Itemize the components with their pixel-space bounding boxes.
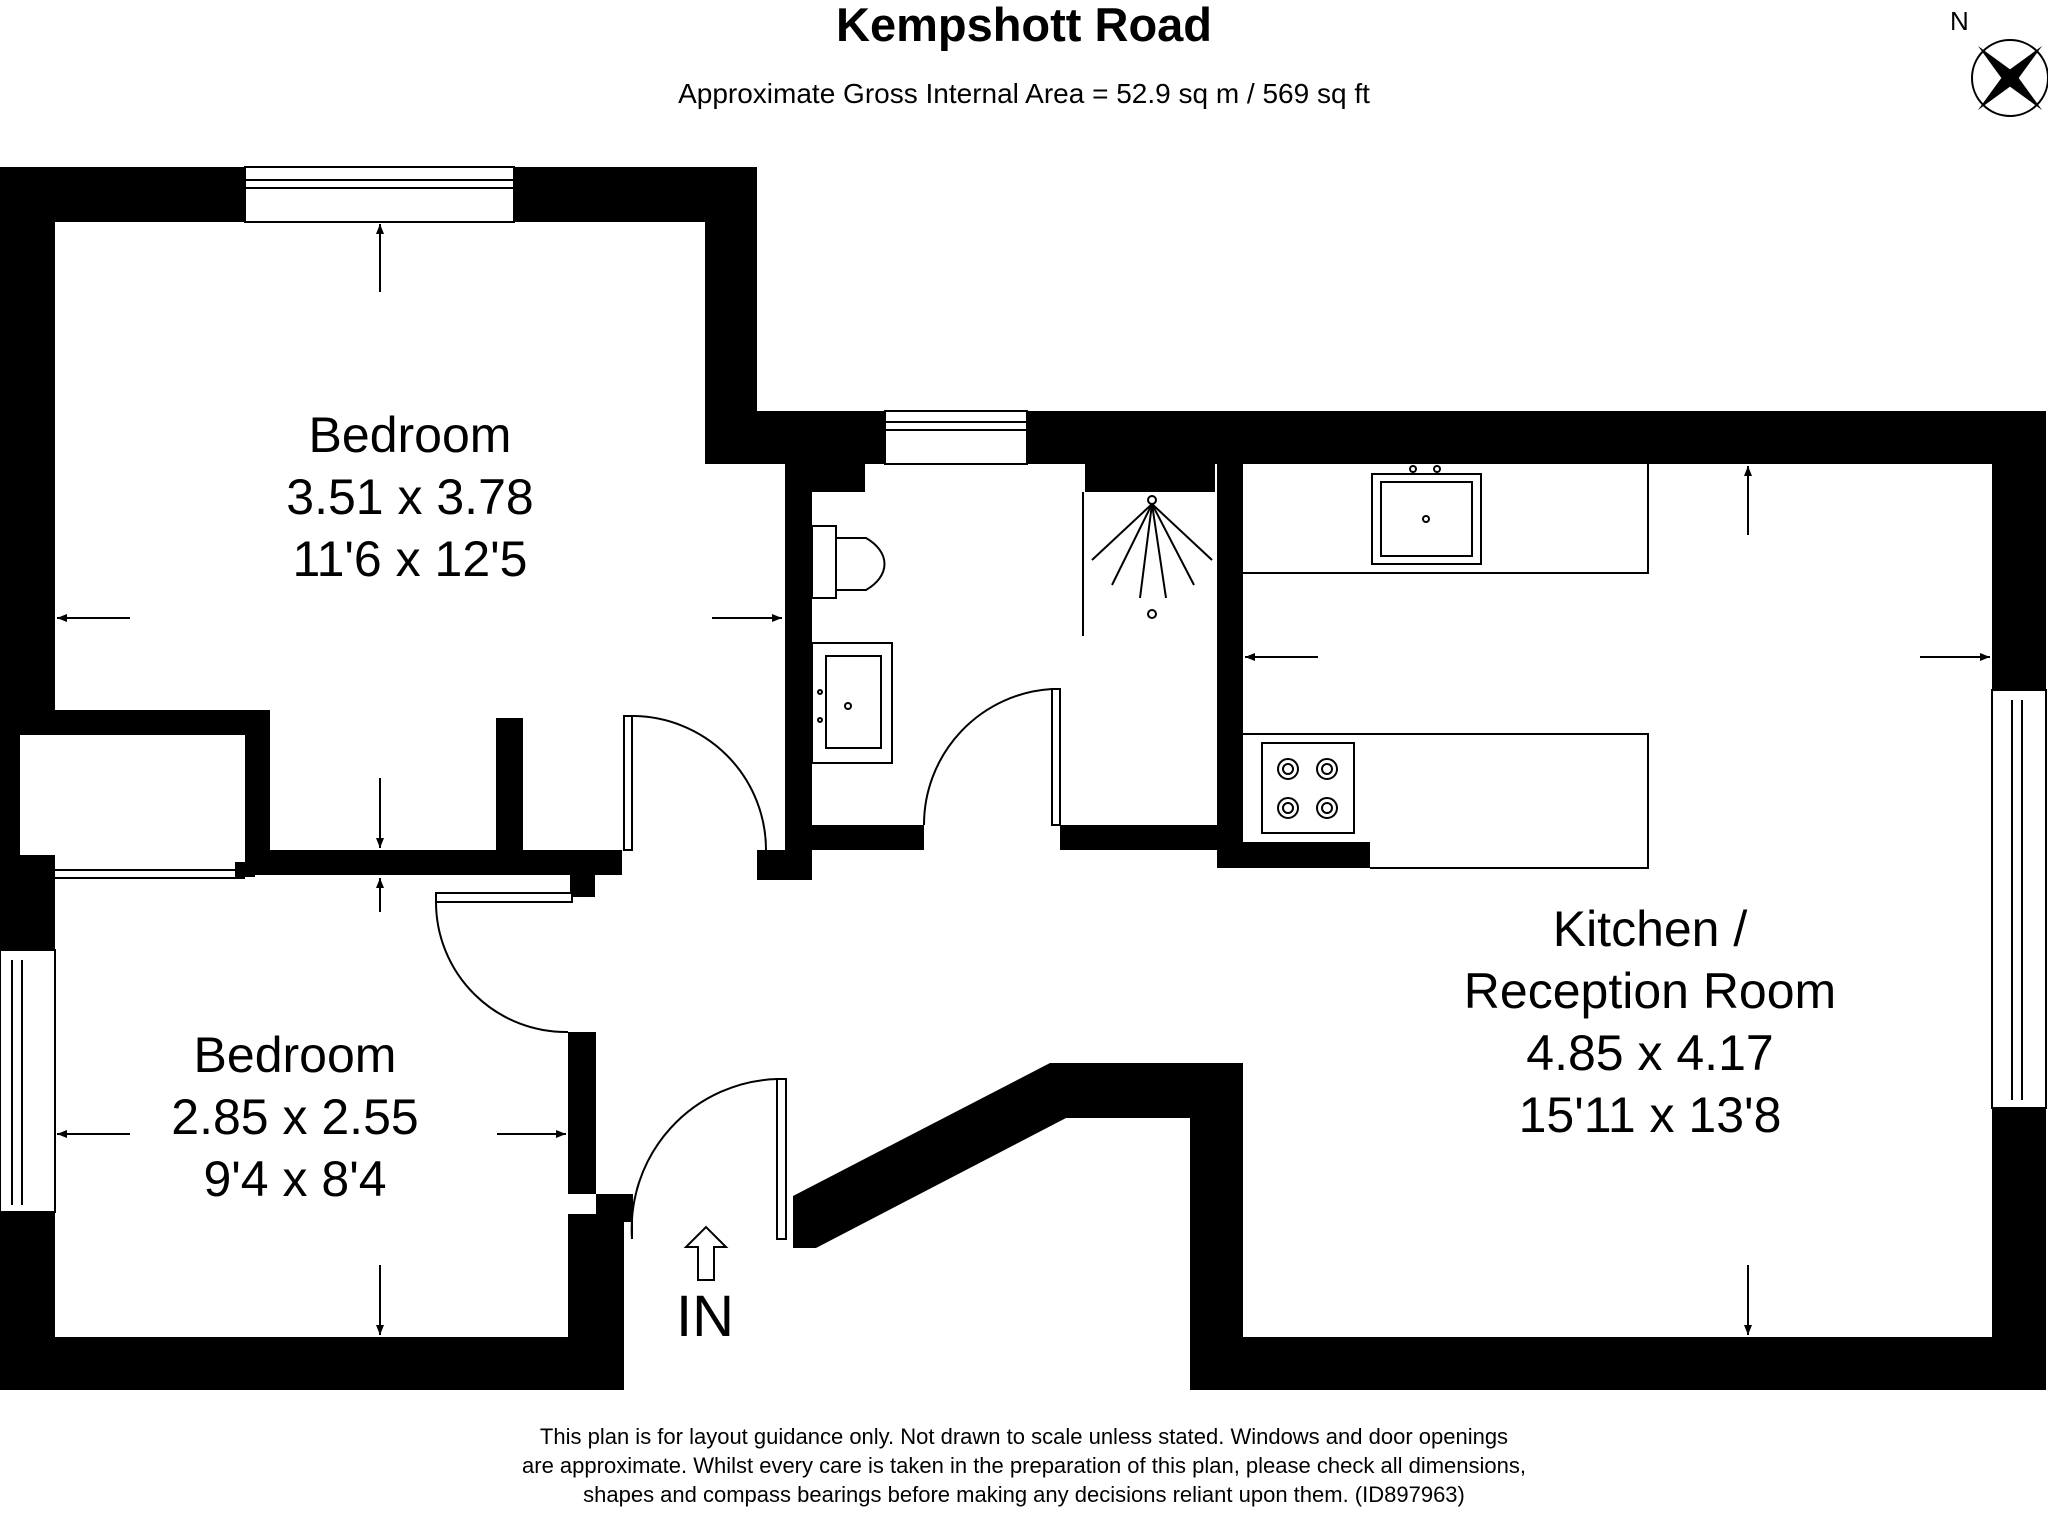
wall-bath-left-top	[785, 464, 865, 492]
kitchen-counter-top	[1243, 464, 1648, 573]
window-bathroom	[885, 411, 1027, 464]
wall-left-mid	[0, 710, 20, 855]
compass-north-label: N	[1950, 6, 1969, 36]
wall-bottom-left	[0, 1337, 624, 1390]
disclaimer-line-1: This plan is for layout guidance only. Not drawn to scale unless stated. Windows and door openings	[539, 1424, 1509, 1449]
room-name: Bedroom	[308, 407, 512, 463]
room-label-bedroom-2	[95, 1024, 495, 1210]
wall-bottom-right	[1190, 1337, 2046, 1390]
wall-wardrobe-top	[20, 710, 270, 735]
room-name-line-1: Kitchen /	[1552, 901, 1748, 957]
disclaimer-line-2: are approximate. Whilst every care is taken in the preparation of this plan, please check all dimensions,	[522, 1453, 1526, 1478]
room-dimensions-metric: 4.85 x 4.17	[1526, 1025, 1774, 1081]
wall-bath-bottom-left	[812, 825, 924, 850]
disclaimer-line-3: shapes and compass bearings before making any decisions reliant upon them. (ID897963)	[583, 1482, 1465, 1507]
room-dimensions-imperial: 15'11 x 13'8	[1518, 1087, 1782, 1143]
room-name: Bedroom	[193, 1027, 397, 1083]
door-bathroom	[924, 689, 1060, 825]
window-kitchen-right	[1992, 690, 2046, 1108]
door-small-bedroom	[436, 893, 572, 1032]
wall-left-lower	[0, 855, 55, 950]
room-name-line-2: Reception Room	[1463, 963, 1837, 1019]
window-wardrobe	[55, 870, 245, 878]
wall-right-upper	[1992, 411, 2046, 690]
wall-bath-bottom-right	[1060, 825, 1243, 850]
basin-icon	[812, 643, 892, 763]
wall-diagonal	[793, 1063, 1243, 1248]
wall-left-bottom	[0, 1212, 55, 1390]
wall-bath-top-right	[1027, 411, 2046, 464]
area-summary: Approximate Gross Internal Area = 52.9 sq m / 569 sq ft	[678, 78, 1370, 109]
window-small-bedroom-left	[0, 950, 55, 1212]
wall-kitchen-bottom-stub	[1217, 842, 1370, 868]
wall-small-bedroom-right-low	[568, 1214, 624, 1390]
wall-wardrobe-side	[245, 710, 270, 870]
shower-icon	[1083, 492, 1212, 636]
wall-entry-left-stub	[596, 1194, 632, 1222]
room-dimensions-metric: 3.51 x 3.78	[286, 469, 534, 525]
wall-bath-top-left	[705, 411, 885, 464]
entrance-arrow-icon	[686, 1227, 726, 1280]
room-label-bedroom-1	[210, 404, 610, 590]
room-label-kitchen-reception	[1400, 898, 1900, 1146]
door-entrance	[632, 1079, 786, 1239]
wall-left-upper	[0, 167, 55, 710]
wall-bath-left	[785, 464, 812, 880]
room-dimensions-imperial: 11'6 x 12'5	[292, 531, 528, 587]
window-bedroom-top	[245, 167, 514, 222]
plan-title: Kempshott Road	[836, 0, 1212, 51]
toilet-icon	[812, 526, 885, 598]
wall-small-bedroom-right	[568, 1032, 596, 1194]
wall-kitchen-lower-left	[1190, 1118, 1243, 1390]
wall-bath-corner	[757, 850, 812, 880]
door-bedroom-top	[624, 716, 766, 850]
wall-corridor-stub	[570, 872, 595, 897]
disclaimer	[0, 1422, 2048, 1509]
room-dimensions-imperial: 9'4 x 8'4	[203, 1151, 387, 1207]
wall-bath-divider-top	[1085, 464, 1215, 492]
room-dimensions-metric: 2.85 x 2.55	[171, 1089, 419, 1145]
entrance-label: IN	[676, 1284, 734, 1349]
wall-bedroom-stub	[496, 718, 523, 868]
wall-corridor-top	[245, 850, 622, 875]
wall-bath-right	[1217, 464, 1243, 868]
